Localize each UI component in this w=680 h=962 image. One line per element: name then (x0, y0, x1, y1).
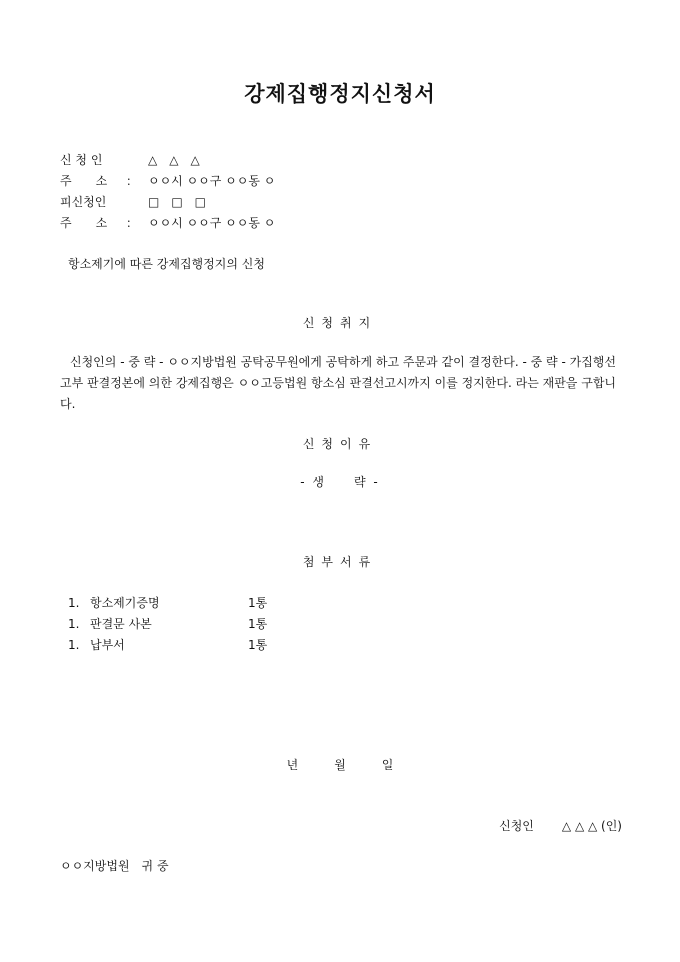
applicant-row (60, 151, 200, 169)
respondent-address-label: 주 소 (60, 216, 108, 230)
respondent-address-row (60, 214, 275, 232)
respondent-name: □ □ □ (148, 195, 207, 209)
applicant-address-row (60, 172, 275, 190)
attachment-quantity: 1통 (248, 596, 268, 610)
attachment-item (68, 615, 267, 633)
attachment-number: 1. (68, 596, 80, 610)
attachments-heading: 첨부서류 (302, 555, 378, 569)
subject-line: 항소제기에 따른 강제집행정지의 신청 (68, 257, 265, 271)
reason-text: - 생 략 - (300, 475, 380, 489)
court-addressee: ㅇㅇ지방법원 귀 중 (60, 859, 169, 873)
attachment-number: 1. (68, 638, 80, 652)
date-line: 년 월 일 (286, 758, 394, 772)
attachment-item (68, 636, 267, 654)
signature-label: 신청인 (499, 819, 534, 833)
attachment-quantity: 1통 (248, 638, 268, 652)
respondent-label: 피신청인 (60, 195, 107, 209)
attachment-quantity: 1통 (248, 617, 268, 631)
attachment-name: 납부서 (90, 638, 125, 652)
respondent-address-colon: ： (126, 216, 139, 230)
purpose-text: 신청인의 - 중 략 - ㅇㅇ지방법원 공탁공무원에게 공탁하게 하고 주문과 같이 결정한다. - 중 략 - 가집행선고부 판결정본에 의한 강제집행은 ㅇㅇ고등법원 항소심 판결선고시까지 이를 정지한다. 라는 재판을 구합니다. (60, 355, 616, 411)
signature-name: △ △ △ (인) (561, 819, 622, 833)
attachment-item (68, 594, 267, 612)
attachment-number: 1. (68, 617, 80, 631)
reason-heading: 신청이유 (302, 437, 378, 451)
applicant-address-colon: ： (126, 174, 139, 188)
applicant-label: 신 청 인 (60, 153, 103, 167)
respondent-address: ㅇㅇ시 ㅇㅇ구 ㅇㅇ동 ㅇ (148, 216, 276, 230)
attachment-name: 항소제기증명 (90, 596, 160, 610)
applicant-name: △ △ △ (148, 153, 200, 167)
signature-line (499, 817, 622, 834)
respondent-row (60, 193, 206, 211)
applicant-address-label: 주 소 (60, 174, 108, 188)
applicant-address: ㅇㅇ시 ㅇㅇ구 ㅇㅇ동 ㅇ (148, 174, 276, 188)
attachment-name: 판결문 사본 (90, 617, 152, 631)
document-title: 강제집행정지신청서 (244, 81, 436, 106)
purpose-heading: 신청취지 (302, 316, 378, 330)
